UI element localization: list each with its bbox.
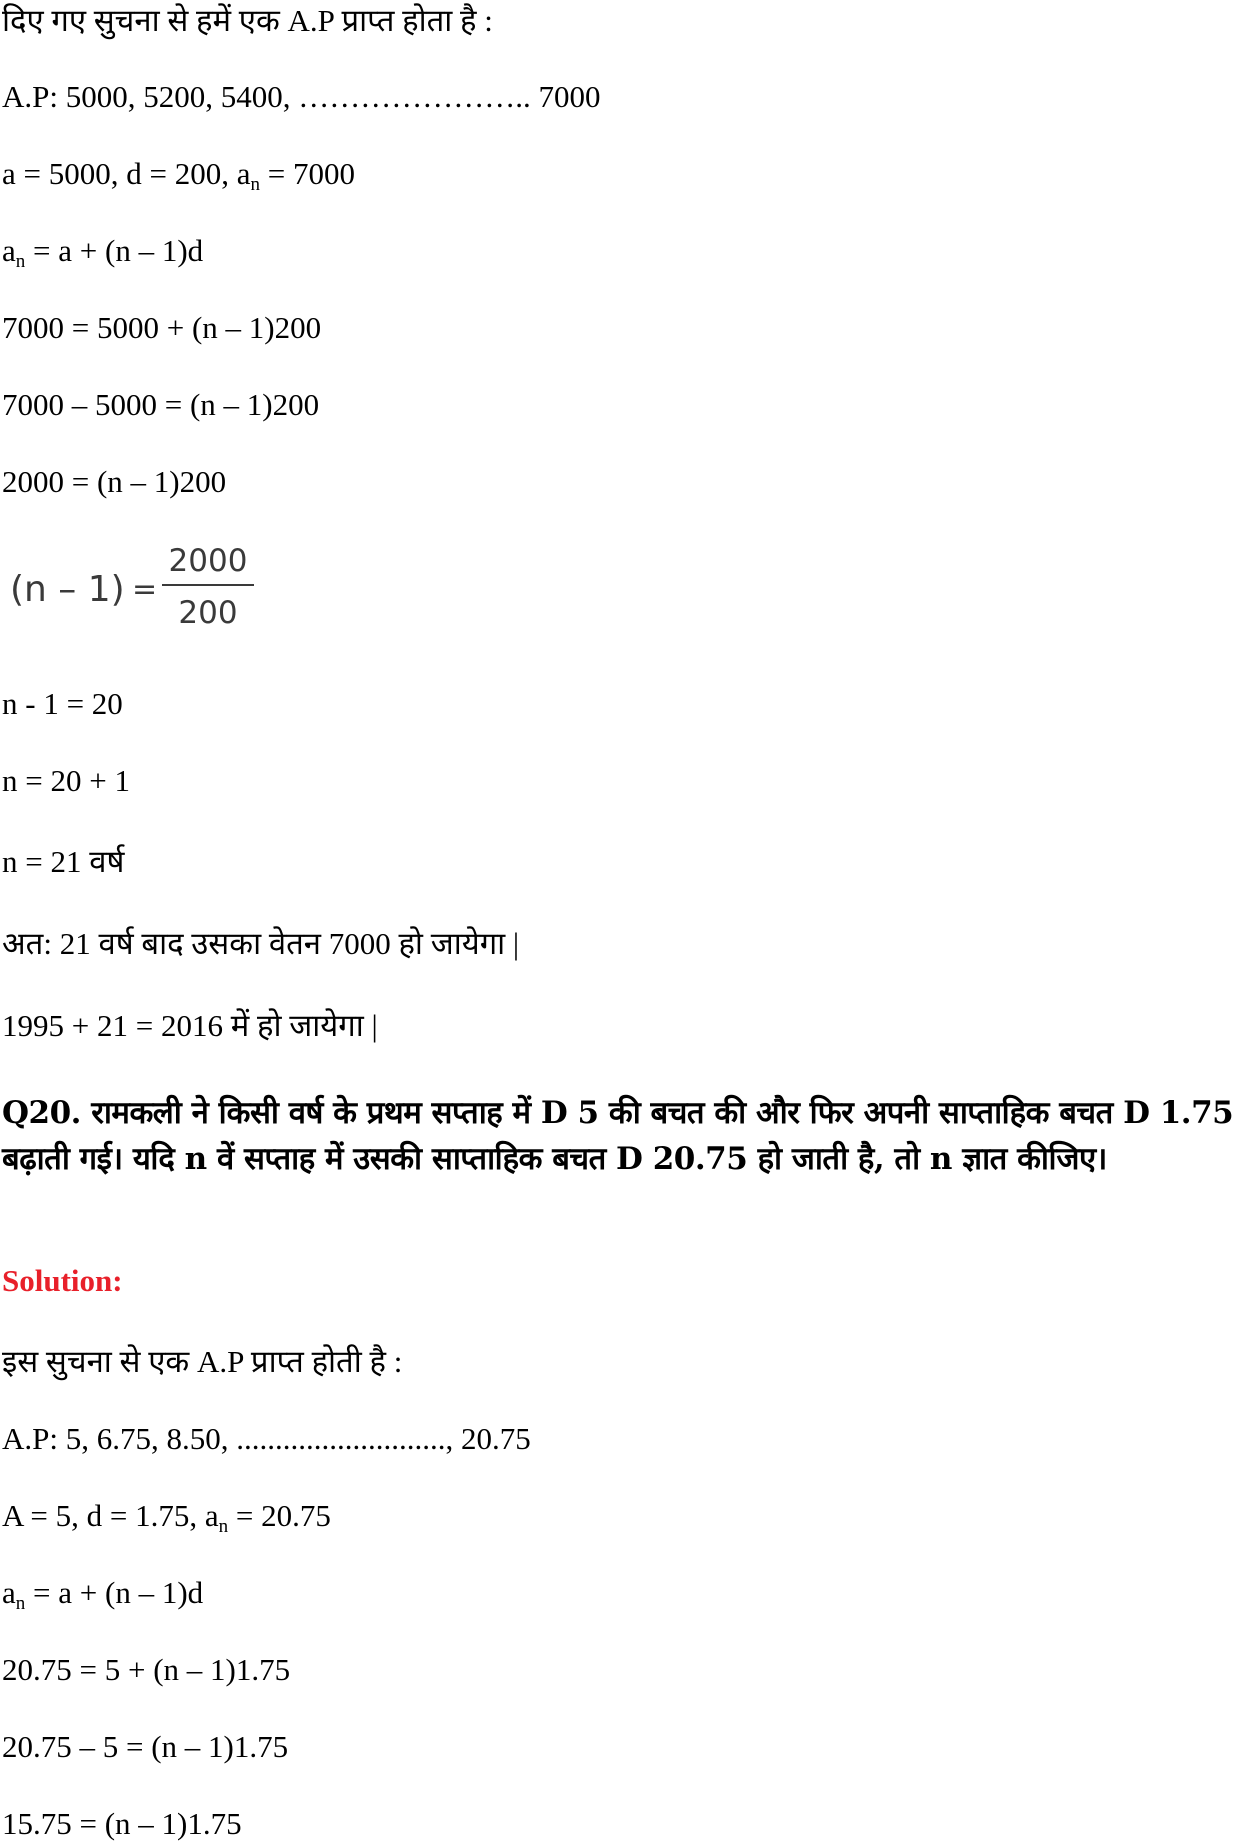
conclusion-line: 1995 + 21 = 2016 में हो जायेगा | bbox=[2, 1008, 378, 1043]
values-line: A = 5, d = 1.75, $a_n = 20.75$ bbox=[2, 1498, 331, 1537]
fraction-numerator: 2000 bbox=[168, 543, 248, 579]
equals-sign: = bbox=[132, 572, 158, 607]
fraction-denominator: 200 bbox=[178, 595, 238, 631]
ap-series-line: A.P: 5000, 5200, 5400, ………………….. 7000 bbox=[2, 79, 601, 114]
formula-line: $a_n = a + (n - 1)d$ bbox=[2, 233, 204, 272]
equation-step-line: 20.75 – 5 = (n – 1)1.75 bbox=[2, 1729, 289, 1764]
equation-step-line: n = 20 + 1 bbox=[2, 763, 130, 798]
formula-line: $a_n = a + (n - 1)d$ bbox=[2, 1575, 204, 1614]
solution-heading: Solution: bbox=[2, 1263, 123, 1298]
equation-step-line: 15.75 = (n – 1)1.75 bbox=[2, 1806, 242, 1841]
conclusion-line: अत: 21 वर्ष बाद उसका वेतन 7000 हो जायेगा | bbox=[2, 926, 520, 961]
fraction-bar bbox=[162, 584, 254, 586]
equation-step-line: n - 1 = 20 bbox=[2, 686, 123, 721]
ap-series-line: A.P: 5, 6.75, 8.50, ..........................., 20.75 bbox=[2, 1421, 531, 1456]
fraction bbox=[162, 540, 254, 634]
equation-step-line: 7000 – 5000 = (n – 1)200 bbox=[2, 387, 320, 422]
fraction-equation bbox=[8, 540, 248, 640]
equation-step-line: 2000 = (n – 1)200 bbox=[2, 464, 227, 499]
fraction-lhs: (n – 1) bbox=[10, 569, 125, 610]
values-line: a = 5000, d = 200, $a_n = 7000$ bbox=[2, 156, 355, 195]
question-text: Q20. रामकली ने किसी वर्ष के प्रथम सप्ताह में D 5 की बचत की और फिर अपनी साप्ताहिक बचत D 1.75 बढ़ाती गई। यदि n वें सप्ताह में उसकी साप्ताहिक बचत D 20.75 हो जाती है, तो n ज्ञात कीजिए। bbox=[2, 1095, 1234, 1177]
info-line: इस सुचना से एक A.P प्राप्त होती है : bbox=[2, 1344, 403, 1379]
info-line: दिए गए सुचना से हमें एक A.P प्राप्त होता है : bbox=[2, 3, 493, 38]
equation-step-line: 20.75 = 5 + (n – 1)1.75 bbox=[2, 1652, 291, 1687]
equation-step-line: 7000 = 5000 + (n – 1)200 bbox=[2, 310, 322, 345]
result-line: n = 21 वर्ष bbox=[2, 844, 125, 879]
